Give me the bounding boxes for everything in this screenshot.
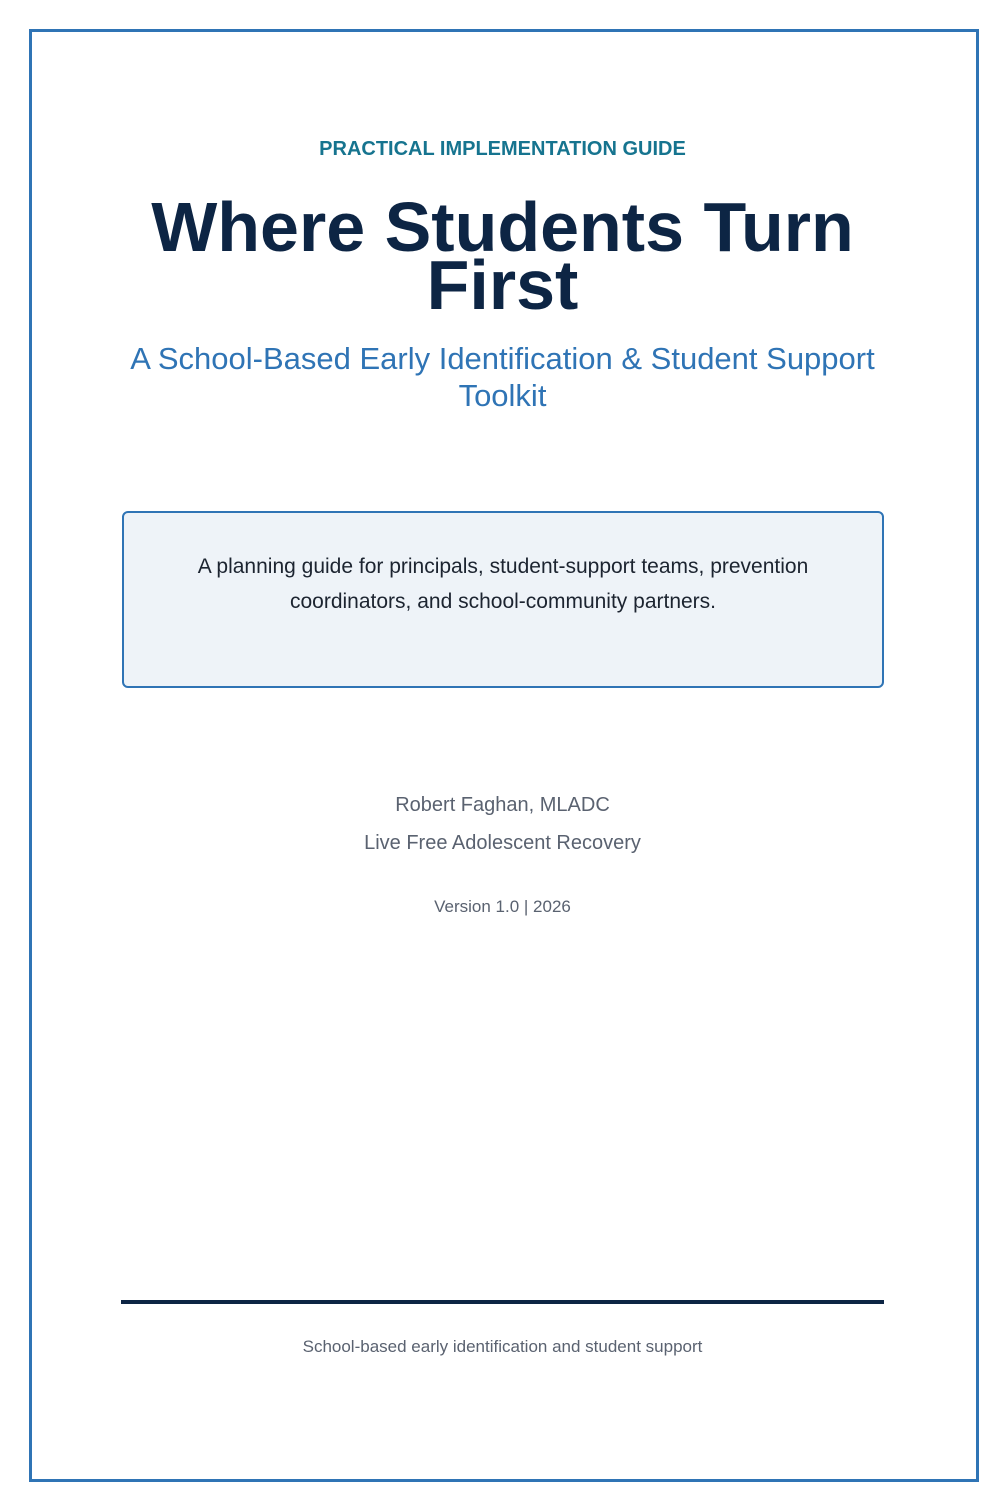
author-name: Robert Faghan, MLADC [395,794,610,816]
organization-name: Live Free Adolescent Recovery [364,832,641,854]
document-title: Where Students Turn First [151,188,854,324]
eyebrow-label: PRACTICAL IMPLEMENTATION GUIDE [319,138,686,160]
document-subtitle: A School-Based Early Identification & Student Support Toolkit [130,341,875,413]
audience-callout-text: A planning guide for principals, student-support teams, prevention coordinators, and school-community partners. [197,555,809,613]
footer-tagline: School-based early identification and student support [302,1337,703,1356]
audience-callout-box [122,511,884,688]
version-label: Version 1.0 | 2026 [434,897,571,916]
footer-divider [121,1300,884,1304]
